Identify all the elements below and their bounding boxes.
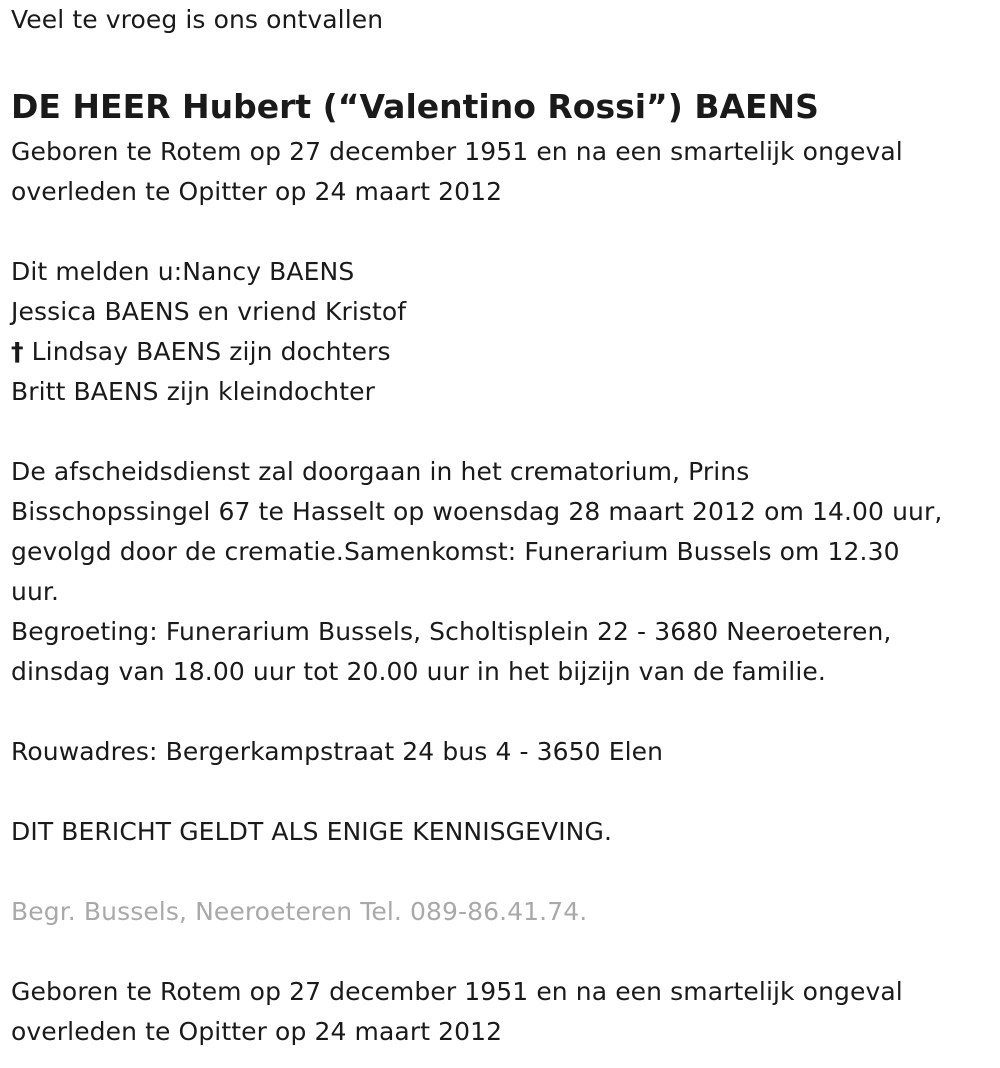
spacer <box>11 412 991 452</box>
spacer <box>11 212 991 252</box>
spacer <box>11 852 991 892</box>
notice-line: DIT BERICHT GELDT ALS ENIGE KENNISGEVING. <box>11 817 612 846</box>
birth-death-line: overleden te Opitter op 24 maart 2012 <box>11 1017 503 1046</box>
deceased-name-title: DE HEER Hubert (“Valentino Rossi”) BAENS <box>11 87 819 126</box>
service-line: Bisschopssingel 67 te Hasselt op woensdag 28 maart 2012 om 14.00 uur, <box>11 497 943 526</box>
spacer <box>11 692 991 732</box>
birth-death-line: overleden te Opitter op 24 maart 2012 <box>11 177 503 206</box>
visitation-line: Begroeting: Funerarium Bussels, Scholtisplein 22 - 3680 Neeroeteren, <box>11 617 892 646</box>
spacer <box>11 40 991 80</box>
intro-line: Veel te vroeg is ons ontvallen <box>11 5 384 34</box>
spacer <box>11 932 991 972</box>
announcer-text: Lindsay BAENS zijn dochters <box>31 337 391 366</box>
undertaker-line: Begr. Bussels, Neeroeteren Tel. 089-86.41.74. <box>11 897 588 926</box>
visitation-line: dinsdag van 18.00 uur tot 20.00 uur in het bijzijn van de familie. <box>11 657 826 686</box>
mourning-address: Rouwadres: Bergerkampstraat 24 bus 4 - 3650 Elen <box>11 737 664 766</box>
announcer-line: Jessica BAENS en vriend Kristof <box>11 297 407 326</box>
service-line: uur. <box>11 577 60 606</box>
announcer-line: Dit melden u:Nancy BAENS <box>11 257 355 286</box>
birth-death-line: Geboren te Rotem op 27 december 1951 en na een smartelijk ongeval <box>11 137 903 166</box>
announcer-line-deceased <box>11 332 991 372</box>
birth-death-line: Geboren te Rotem op 27 december 1951 en na een smartelijk ongeval <box>11 977 903 1006</box>
service-line: De afscheidsdienst zal doorgaan in het crematorium, Prins <box>11 457 750 486</box>
cross-icon: † <box>11 337 24 366</box>
spacer <box>11 772 991 812</box>
obituary-document <box>11 0 991 1052</box>
service-line: gevolgd door de crematie.Samenkomst: Funerarium Bussels om 12.30 <box>11 537 900 566</box>
announcer-line: Britt BAENS zijn kleindochter <box>11 377 376 406</box>
